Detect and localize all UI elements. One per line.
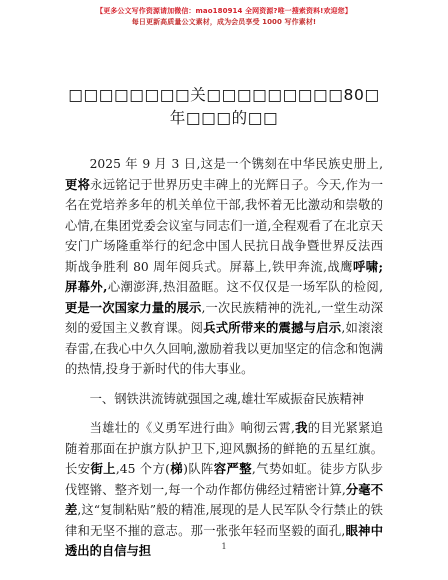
body-paragraph <box>65 418 383 562</box>
bold-run: 我 <box>294 420 308 435</box>
bold-run: 容严整 <box>213 461 252 476</box>
page-number: 1 <box>221 542 227 551</box>
text-run: 的目光紧紧追随着那面在护旗方队护卫下,迎风飘扬的鲜艳的五星红旗。长安 <box>65 421 383 476</box>
document-body <box>65 154 383 562</box>
text-run: 一、钢铁洪流铸就强国之魂,雄壮军威振奋民族精神 <box>89 391 365 406</box>
document-title: □□□□□□□□关□□□□□□□□□80□年□□□的□□ <box>68 86 380 127</box>
text-run: ,一次民族精神的洗礼,一堂生动深刻的爱国主义教育课。阅 <box>65 300 383 335</box>
promo-banner-line-1: 【更多公文写作资源请加微信：mao180914 全网资源?唯一搜索资料!欢迎您】 <box>96 7 352 15</box>
text-run: 心潮澎湃,热泪盈眶。这不仅仅是一场军队的检阅, <box>107 280 383 294</box>
text-run: 永远铭记于世界历史丰碑上的光辉日子。今天,作为一名在党培养多年的机关单位干部,我怀着无比激动和崇敬的心情,在集团党委会议室与同志们一道,全程观看了在北京天安门广场隆重举行的纪念中国人民抗日战争暨世界反法西斯战争胜利 80 周年阅兵式。屏幕上,铁甲奔流,战鹰 <box>65 177 383 274</box>
bold-run: 分毫不差 <box>65 481 383 517</box>
text-run: ,如滚滚春雷,在我心中久久回响,激励着我以更加坚定的信念和饱满的热情,投身于新时代的伟大事业。 <box>65 321 383 376</box>
text-run: ,45 个方( <box>115 462 170 476</box>
body-paragraph <box>65 154 383 380</box>
text-run: 当雄壮的《义勇军进行曲》响彻云霄, <box>89 421 295 435</box>
bold-run: 呼啸;屏幕外, <box>65 258 383 294</box>
bold-run: 街上 <box>90 461 116 476</box>
text-run: 2025 年 9 月 3 日,这是一个镌刻在中华民族史册上, <box>89 157 383 171</box>
text-run: ,气势如虹。徒步方队步伐铿锵、整齐划一,每一个动作都仿佛经过精密计算, <box>65 462 383 497</box>
promo-banner-line-2: 每日更新高质量公文素材，成为会员享受 1000 写作素材! <box>131 18 317 26</box>
text-run: ,这“复制粘贴”般的精准,展现的是人民军队令行禁止的铁律和无坚不摧的意志。那一张张年轻而坚毅的面孔, <box>65 503 383 538</box>
bold-run: 更将 <box>65 176 91 192</box>
bold-run: 更是一次国家力量的展示 <box>65 299 202 315</box>
bold-run: 眼神中透出的自信与担 <box>65 522 383 558</box>
body-paragraph <box>65 389 383 410</box>
bold-run: 兵式所带来的震撼与启示 <box>203 320 342 335</box>
text-run: )队阵 <box>183 462 214 476</box>
bold-run: 梯 <box>169 461 184 476</box>
